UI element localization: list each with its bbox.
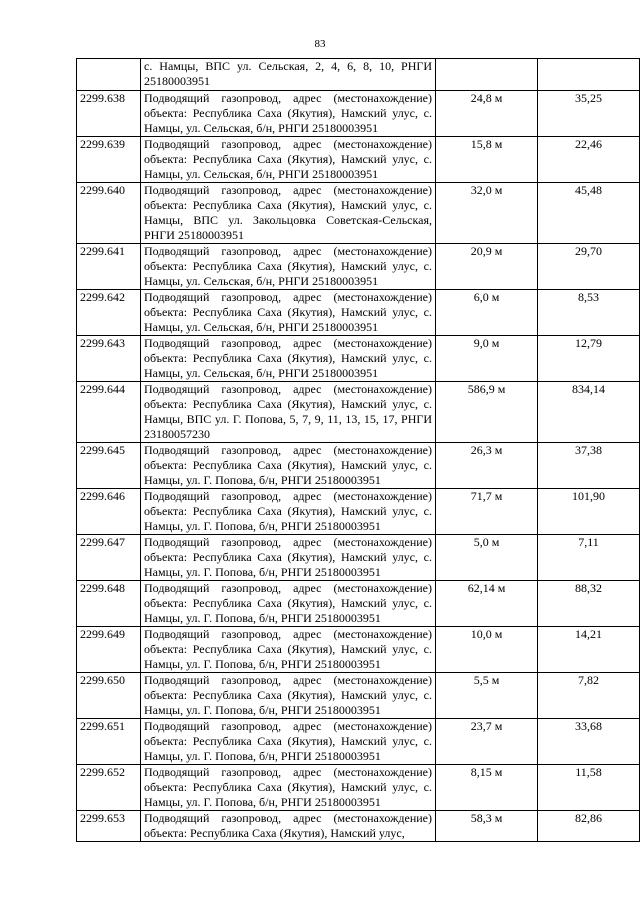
value-cell: 29,70 — [538, 244, 640, 290]
length-cell: 5,0 м — [436, 535, 538, 581]
table-row — [77, 581, 640, 627]
description-cell: Подводящий газопровод, адрес (местонахождение) объекта: Республика Саха (Якутия), Намский улус, с. Намцы, ул. Сельская, б/н, РНГИ 25180003951 — [141, 336, 436, 382]
value-cell: 14,21 — [538, 627, 640, 673]
length-cell: 71,7 м — [436, 489, 538, 535]
description-cell: Подводящий газопровод, адрес (местонахождение) объекта: Республика Саха (Якутия), Намский улус, с. Намцы, ул. Сельская, б/н, РНГИ 25180003951 — [141, 290, 436, 336]
value-cell: 12,79 — [538, 336, 640, 382]
description-cell: Подводящий газопровод, адрес (местонахождение) объекта: Республика Саха (Якутия), Намский улус, с. Намцы, ул. Г. Попова, б/н, РНГИ 25180003951 — [141, 719, 436, 765]
row-number-cell: 2299.641 — [77, 244, 141, 290]
row-number-cell: 2299.648 — [77, 581, 141, 627]
table-row — [77, 244, 640, 290]
table-row — [77, 535, 640, 581]
description-cell: Подводящий газопровод, адрес (местонахождение) объекта: Республика Саха (Якутия), Намский улус, с. Намцы, ВПС ул. Закольцовка Советская-Сельская, РНГИ 25180003951 — [141, 183, 436, 244]
value-cell: 7,82 — [538, 673, 640, 719]
description-cell: Подводящий газопровод, адрес (местонахождение) объекта: Республика Саха (Якутия), Намский улус, с. Намцы, ул. Сельская, б/н, РНГИ 25180003951 — [141, 244, 436, 290]
length-cell: 586,9 м — [436, 382, 538, 443]
row-number-cell: 2299.652 — [77, 765, 141, 811]
row-number-cell — [77, 59, 141, 91]
length-cell: 58,3 м — [436, 811, 538, 842]
description-cell: Подводящий газопровод, адрес (местонахождение) объекта: Республика Саха (Якутия), Намский улус, с. Намцы, ул. Сельская, б/н, РНГИ 25180003951 — [141, 137, 436, 183]
length-cell: 24,8 м — [436, 91, 538, 137]
table-row — [77, 59, 640, 91]
value-cell: 88,32 — [538, 581, 640, 627]
row-number-cell: 2299.643 — [77, 336, 141, 382]
value-cell — [538, 59, 640, 91]
table-row — [77, 290, 640, 336]
table-row — [77, 443, 640, 489]
description-cell: Подводящий газопровод, адрес (местонахождение) объекта: Республика Саха (Якутия), Намский улус, — [141, 811, 436, 842]
length-cell: 8,15 м — [436, 765, 538, 811]
row-number-cell: 2299.642 — [77, 290, 141, 336]
table-row — [77, 91, 640, 137]
description-cell: Подводящий газопровод, адрес (местонахождение) объекта: Республика Саха (Якутия), Намский улус, с. Намцы, ул. Г. Попова, б/н, РНГИ 25180003951 — [141, 627, 436, 673]
row-number-cell: 2299.647 — [77, 535, 141, 581]
value-cell: 37,38 — [538, 443, 640, 489]
table-row — [77, 336, 640, 382]
table-row — [77, 765, 640, 811]
row-number-cell: 2299.646 — [77, 489, 141, 535]
description-cell: Подводящий газопровод, адрес (местонахождение) объекта: Республика Саха (Якутия), Намский улус, с. Намцы, ВПС ул. Г. Попова, 5, 7, 9, 11, 13, 15, 17, РНГИ 23180057230 — [141, 382, 436, 443]
value-cell: 101,90 — [538, 489, 640, 535]
length-cell: 62,14 м — [436, 581, 538, 627]
value-cell: 7,11 — [538, 535, 640, 581]
value-cell: 82,86 — [538, 811, 640, 842]
description-cell: Подводящий газопровод, адрес (местонахождение) объекта: Республика Саха (Якутия), Намский улус, с. Намцы, ул. Сельская, б/н, РНГИ 25180003951 — [141, 91, 436, 137]
description-cell: Подводящий газопровод, адрес (местонахождение) объекта: Республика Саха (Якутия), Намский улус, с. Намцы, ул. Г. Попова, б/н, РНГИ 25180003951 — [141, 443, 436, 489]
row-number-cell: 2299.638 — [77, 91, 141, 137]
length-cell: 5,5 м — [436, 673, 538, 719]
row-number-cell: 2299.653 — [77, 811, 141, 842]
table-row — [77, 489, 640, 535]
table-row — [77, 627, 640, 673]
description-cell: с. Намцы, ВПС ул. Сельская, 2, 4, 6, 8, 10, РНГИ 25180003951 — [141, 59, 436, 91]
description-cell: Подводящий газопровод, адрес (местонахождение) объекта: Республика Саха (Якутия), Намский улус, с. Намцы, ул. Г. Попова, б/н, РНГИ 25180003951 — [141, 673, 436, 719]
description-cell: Подводящий газопровод, адрес (местонахождение) объекта: Республика Саха (Якутия), Намский улус, с. Намцы, ул. Г. Попова, б/н, РНГИ 25180003951 — [141, 489, 436, 535]
description-cell: Подводящий газопровод, адрес (местонахождение) объекта: Республика Саха (Якутия), Намский улус, с. Намцы, ул. Г. Попова, б/н, РНГИ 25180003951 — [141, 765, 436, 811]
registry-table — [76, 58, 640, 842]
table-row — [77, 382, 640, 443]
length-cell: 23,7 м — [436, 719, 538, 765]
description-cell: Подводящий газопровод, адрес (местонахождение) объекта: Республика Саха (Якутия), Намский улус, с. Намцы, ул. Г. Попова, б/н, РНГИ 25180003951 — [141, 535, 436, 581]
row-number-cell: 2299.639 — [77, 137, 141, 183]
row-number-cell: 2299.640 — [77, 183, 141, 244]
table-row — [77, 137, 640, 183]
value-cell: 8,53 — [538, 290, 640, 336]
row-number-cell: 2299.649 — [77, 627, 141, 673]
length-cell — [436, 59, 538, 91]
length-cell: 10,0 м — [436, 627, 538, 673]
table-row — [77, 719, 640, 765]
length-cell: 9,0 м — [436, 336, 538, 382]
length-cell: 26,3 м — [436, 443, 538, 489]
length-cell: 15,8 м — [436, 137, 538, 183]
length-cell: 32,0 м — [436, 183, 538, 244]
row-number-cell: 2299.645 — [77, 443, 141, 489]
length-cell: 6,0 м — [436, 290, 538, 336]
value-cell: 33,68 — [538, 719, 640, 765]
registry-table-body — [77, 59, 640, 842]
description-cell: Подводящий газопровод, адрес (местонахождение) объекта: Республика Саха (Якутия), Намский улус, с. Намцы, ул. Г. Попова, б/н, РНГИ 25180003951 — [141, 581, 436, 627]
table-row — [77, 673, 640, 719]
row-number-cell: 2299.650 — [77, 673, 141, 719]
value-cell: 834,14 — [538, 382, 640, 443]
page-number: 83 — [314, 38, 326, 50]
value-cell: 11,58 — [538, 765, 640, 811]
row-number-cell: 2299.651 — [77, 719, 141, 765]
table-row — [77, 811, 640, 842]
length-cell: 20,9 м — [436, 244, 538, 290]
value-cell: 35,25 — [538, 91, 640, 137]
value-cell: 45,48 — [538, 183, 640, 244]
value-cell: 22,46 — [538, 137, 640, 183]
row-number-cell: 2299.644 — [77, 382, 141, 443]
table-row — [77, 183, 640, 244]
